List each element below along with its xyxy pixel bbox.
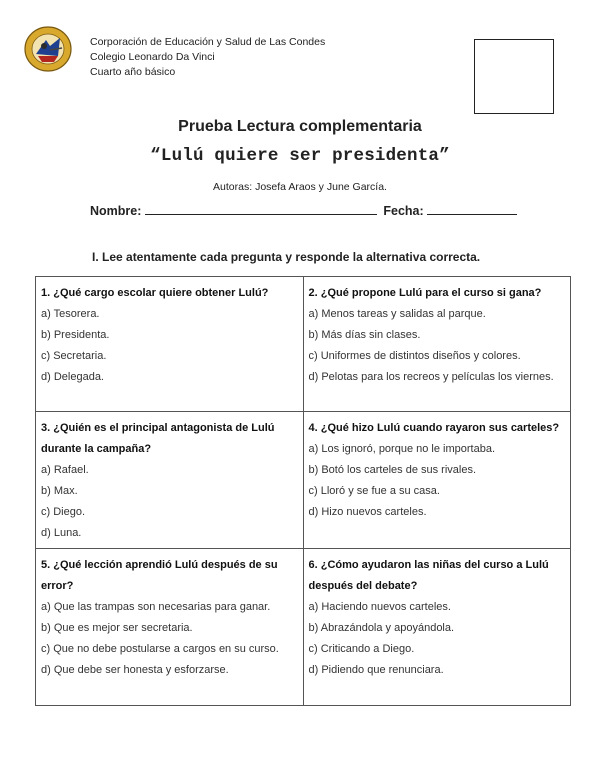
question-cell	[36, 277, 304, 412]
answer-option[interactable]: a) Rafael.	[41, 464, 89, 476]
grade-level: Cuarto año básico	[90, 66, 176, 78]
answer-option[interactable]: b) Más días sin clases.	[308, 329, 421, 341]
answer-option[interactable]: c) Diego.	[41, 506, 86, 518]
book-title: “Lulú quiere ser presidenta”	[150, 146, 450, 166]
school-name: Colegio Leonardo Da Vinci	[90, 51, 215, 63]
answer-option[interactable]: c) Criticando a Diego.	[308, 643, 415, 655]
answer-option[interactable]: a) Haciendo nuevos carteles.	[308, 601, 451, 613]
question-cell	[303, 412, 571, 549]
answer-option[interactable]: c) Lloró y se fue a su casa.	[308, 485, 440, 497]
answer-option[interactable]: a) Los ignoró, porque no le importaba.	[308, 443, 496, 455]
answer-option[interactable]: d) Pelotas para los recreos y películas los viernes.	[308, 371, 554, 383]
question-cell	[36, 549, 304, 706]
institution-name: Corporación de Educación y Salud de Las Condes	[90, 36, 326, 48]
school-header	[90, 35, 325, 80]
instruction: I. Lee atentamente cada pregunta y responde la alternativa correcta.	[92, 250, 481, 264]
page-title: Prueba Lectura complementaria	[178, 118, 422, 135]
answer-option[interactable]: c) Que no debe postularse a cargos en su curso.	[41, 643, 279, 655]
answer-option[interactable]: d) Delegada.	[41, 371, 104, 383]
grade-box[interactable]	[474, 39, 554, 114]
date-label: Fecha:	[383, 204, 424, 218]
question-text: 1. ¿Qué cargo escolar quiere obtener Lulú?	[41, 287, 269, 299]
answer-option[interactable]: d) Pidiendo que renunciara.	[308, 664, 444, 676]
name-date-line	[90, 202, 517, 218]
answer-option[interactable]: a) Que las trampas son necesarias para ganar.	[41, 601, 271, 613]
question-text: 3. ¿Quién es el principal antagonista de Lulú durante la campaña?	[41, 422, 275, 455]
answer-option[interactable]: c) Uniformes de distintos diseños y colores.	[308, 350, 521, 362]
question-cell	[303, 277, 571, 412]
question-cell	[36, 412, 304, 549]
school-logo	[24, 26, 72, 72]
answer-option[interactable]: b) Presidenta.	[41, 329, 110, 341]
name-label: Nombre:	[90, 204, 142, 218]
answer-option[interactable]: c) Secretaria.	[41, 350, 107, 362]
answer-option[interactable]: d) Luna.	[41, 527, 82, 539]
answer-option[interactable]: a) Tesorera.	[41, 308, 100, 320]
name-field[interactable]	[145, 202, 377, 215]
authors-label: Autoras:	[213, 181, 253, 193]
answer-option[interactable]: b) Botó los carteles de sus rivales.	[308, 464, 477, 476]
date-field[interactable]	[427, 202, 517, 215]
question-text: 2. ¿Qué propone Lulú para el curso si gana?	[308, 287, 542, 299]
question-text: 4. ¿Qué hizo Lulú cuando rayaron sus carteles?	[308, 422, 560, 434]
authors-names: Josefa Araos y June García.	[255, 181, 387, 193]
question-text: 5. ¿Qué lección aprendió Lulú después de su error?	[41, 559, 278, 592]
answer-option[interactable]: d) Hizo nuevos carteles.	[308, 506, 427, 518]
answer-option[interactable]: b) Max.	[41, 485, 78, 497]
answer-option[interactable]: b) Que es mejor ser secretaria.	[41, 622, 193, 634]
question-text: 6. ¿Cómo ayudaron las niñas del curso a Lulú después del debate?	[308, 559, 549, 592]
answer-option[interactable]: b) Abrazándola y apoyándola.	[308, 622, 455, 634]
answer-option[interactable]: a) Menos tareas y salidas al parque.	[308, 308, 486, 320]
question-cell	[303, 549, 571, 706]
questions-table	[35, 276, 571, 706]
authors-line	[0, 181, 600, 193]
answer-option[interactable]: d) Que debe ser honesta y esforzarse.	[41, 664, 229, 676]
